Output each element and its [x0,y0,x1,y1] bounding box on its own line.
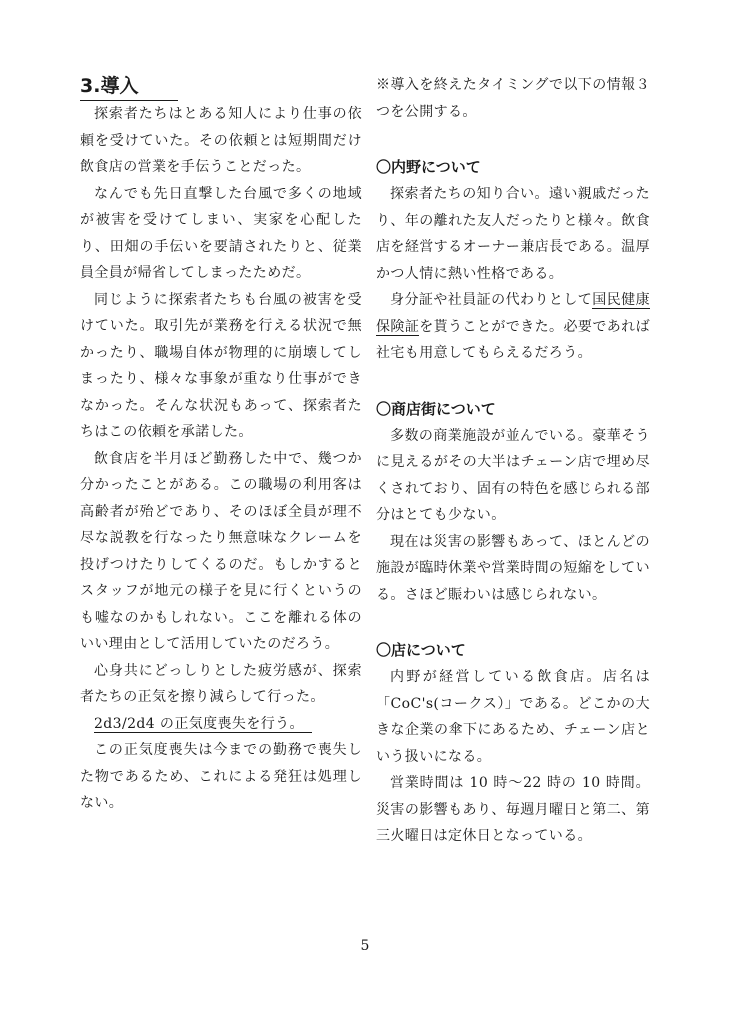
spacer [376,608,650,636]
left-column [80,72,362,817]
uchino-p2-before: 身分証や社員証の代わりとして [390,292,593,308]
spacer [376,125,650,153]
heading-uchino: 〇内野について [376,158,481,176]
sanity-check-instruction [80,711,362,738]
shopping-street-paragraph-1: 多数の商業施設が並んでいる。豪華そうに見えるがその大半はチェーン店で埋め尽くされており、固有の特色を感じられる部分はとても少ない。 [376,427,650,523]
spacer [376,367,650,395]
intro-paragraph-2: なんでも先日直撃した台風で多くの地域が被害を受けてしまい、実家を心配したり、田畑の手伝いを要請されたりと、従業員全員が帰省してしまったためだ。 [80,185,362,281]
uchino-p2-after: を貰うことができた。必要であれば社宅も用意してもらえるだろう。 [376,318,650,361]
sanity-note-paragraph: この正気度喪失は今までの勤務で喪失した物であるため、これによる発狂は処理しない。 [80,742,362,811]
store-paragraph-1: 内野が経営している飲食店。店名は「CoC's(コークス）」である。どこかの大きな企業の傘下にあるため、チェーン店という扱いになる。 [376,669,650,765]
heading-store: 〇店について [376,641,466,659]
health-insurance-card-term: 国民健康保険証 [376,292,650,335]
heading-shopping-street: 〇商店街について [376,399,496,418]
section-heading-introduction: 3.導入 [80,72,178,101]
shopping-street-paragraph-2: 現在は災害の影響もあって、ほとんどの施設が臨時休業や営業時間の短縮をしている。さほど賑わいは感じられない。 [376,533,650,603]
uchino-paragraph-2 [376,287,650,367]
intro-paragraph-4: 飲食店を半月ほど勤務した中で、幾つか分かったことがある。この職場の利用客は高齢者が殆どであり、そのほぼ全員が理不尽な説教を行なったり無意味なクレームを投げつけたりしてくるのだ。もしかするとスタッフが地元の様子を見に行くというのも嘘なのかもしれない。ここを離れる体のいい理由として活用していたのだろう。 [80,450,362,652]
intro-paragraph-5: 心身共にどっしりとした疲労感が、探索者たちの正気を擦り減らして行った。 [80,662,362,705]
uchino-paragraph-1: 探索者たちの知り合い。遠い親戚だったり、年の離れた友人だったりと様々。飲食店を経営するオーナー兼店長である。温厚かつ人情に熱い性格である。 [376,186,650,282]
page-number: 5 [360,938,370,954]
sanity-check-text: 2d3/2d4 の正気度喪失を行う。 [94,716,312,733]
store-paragraph-2: 営業時間は 10 時〜22 時の 10 時間。災害の影響もあり、毎週月曜日と第二、第三火曜日は定休日となっている。 [376,775,650,844]
right-column [376,72,650,850]
intro-paragraph-1: 探索者たちはとある知人により仕事の依頼を受けていた。その依頼とは短期間だけ飲食店の営業を手伝うことだった。 [80,106,362,175]
intro-paragraph-3: 同じように探索者たちも台風の被害を受けていた。取引先が業務を行える状況で無かったり、職場自体が物理的に崩壊してしまったり、様々な事象が重なり仕事ができなかった。そんな状況もあって、探索者たちはこの依頼を承諾した。 [80,291,362,440]
reveal-info-note: ※導入を終えたタイミングで以下の情報３つを公開する。 [376,77,650,120]
